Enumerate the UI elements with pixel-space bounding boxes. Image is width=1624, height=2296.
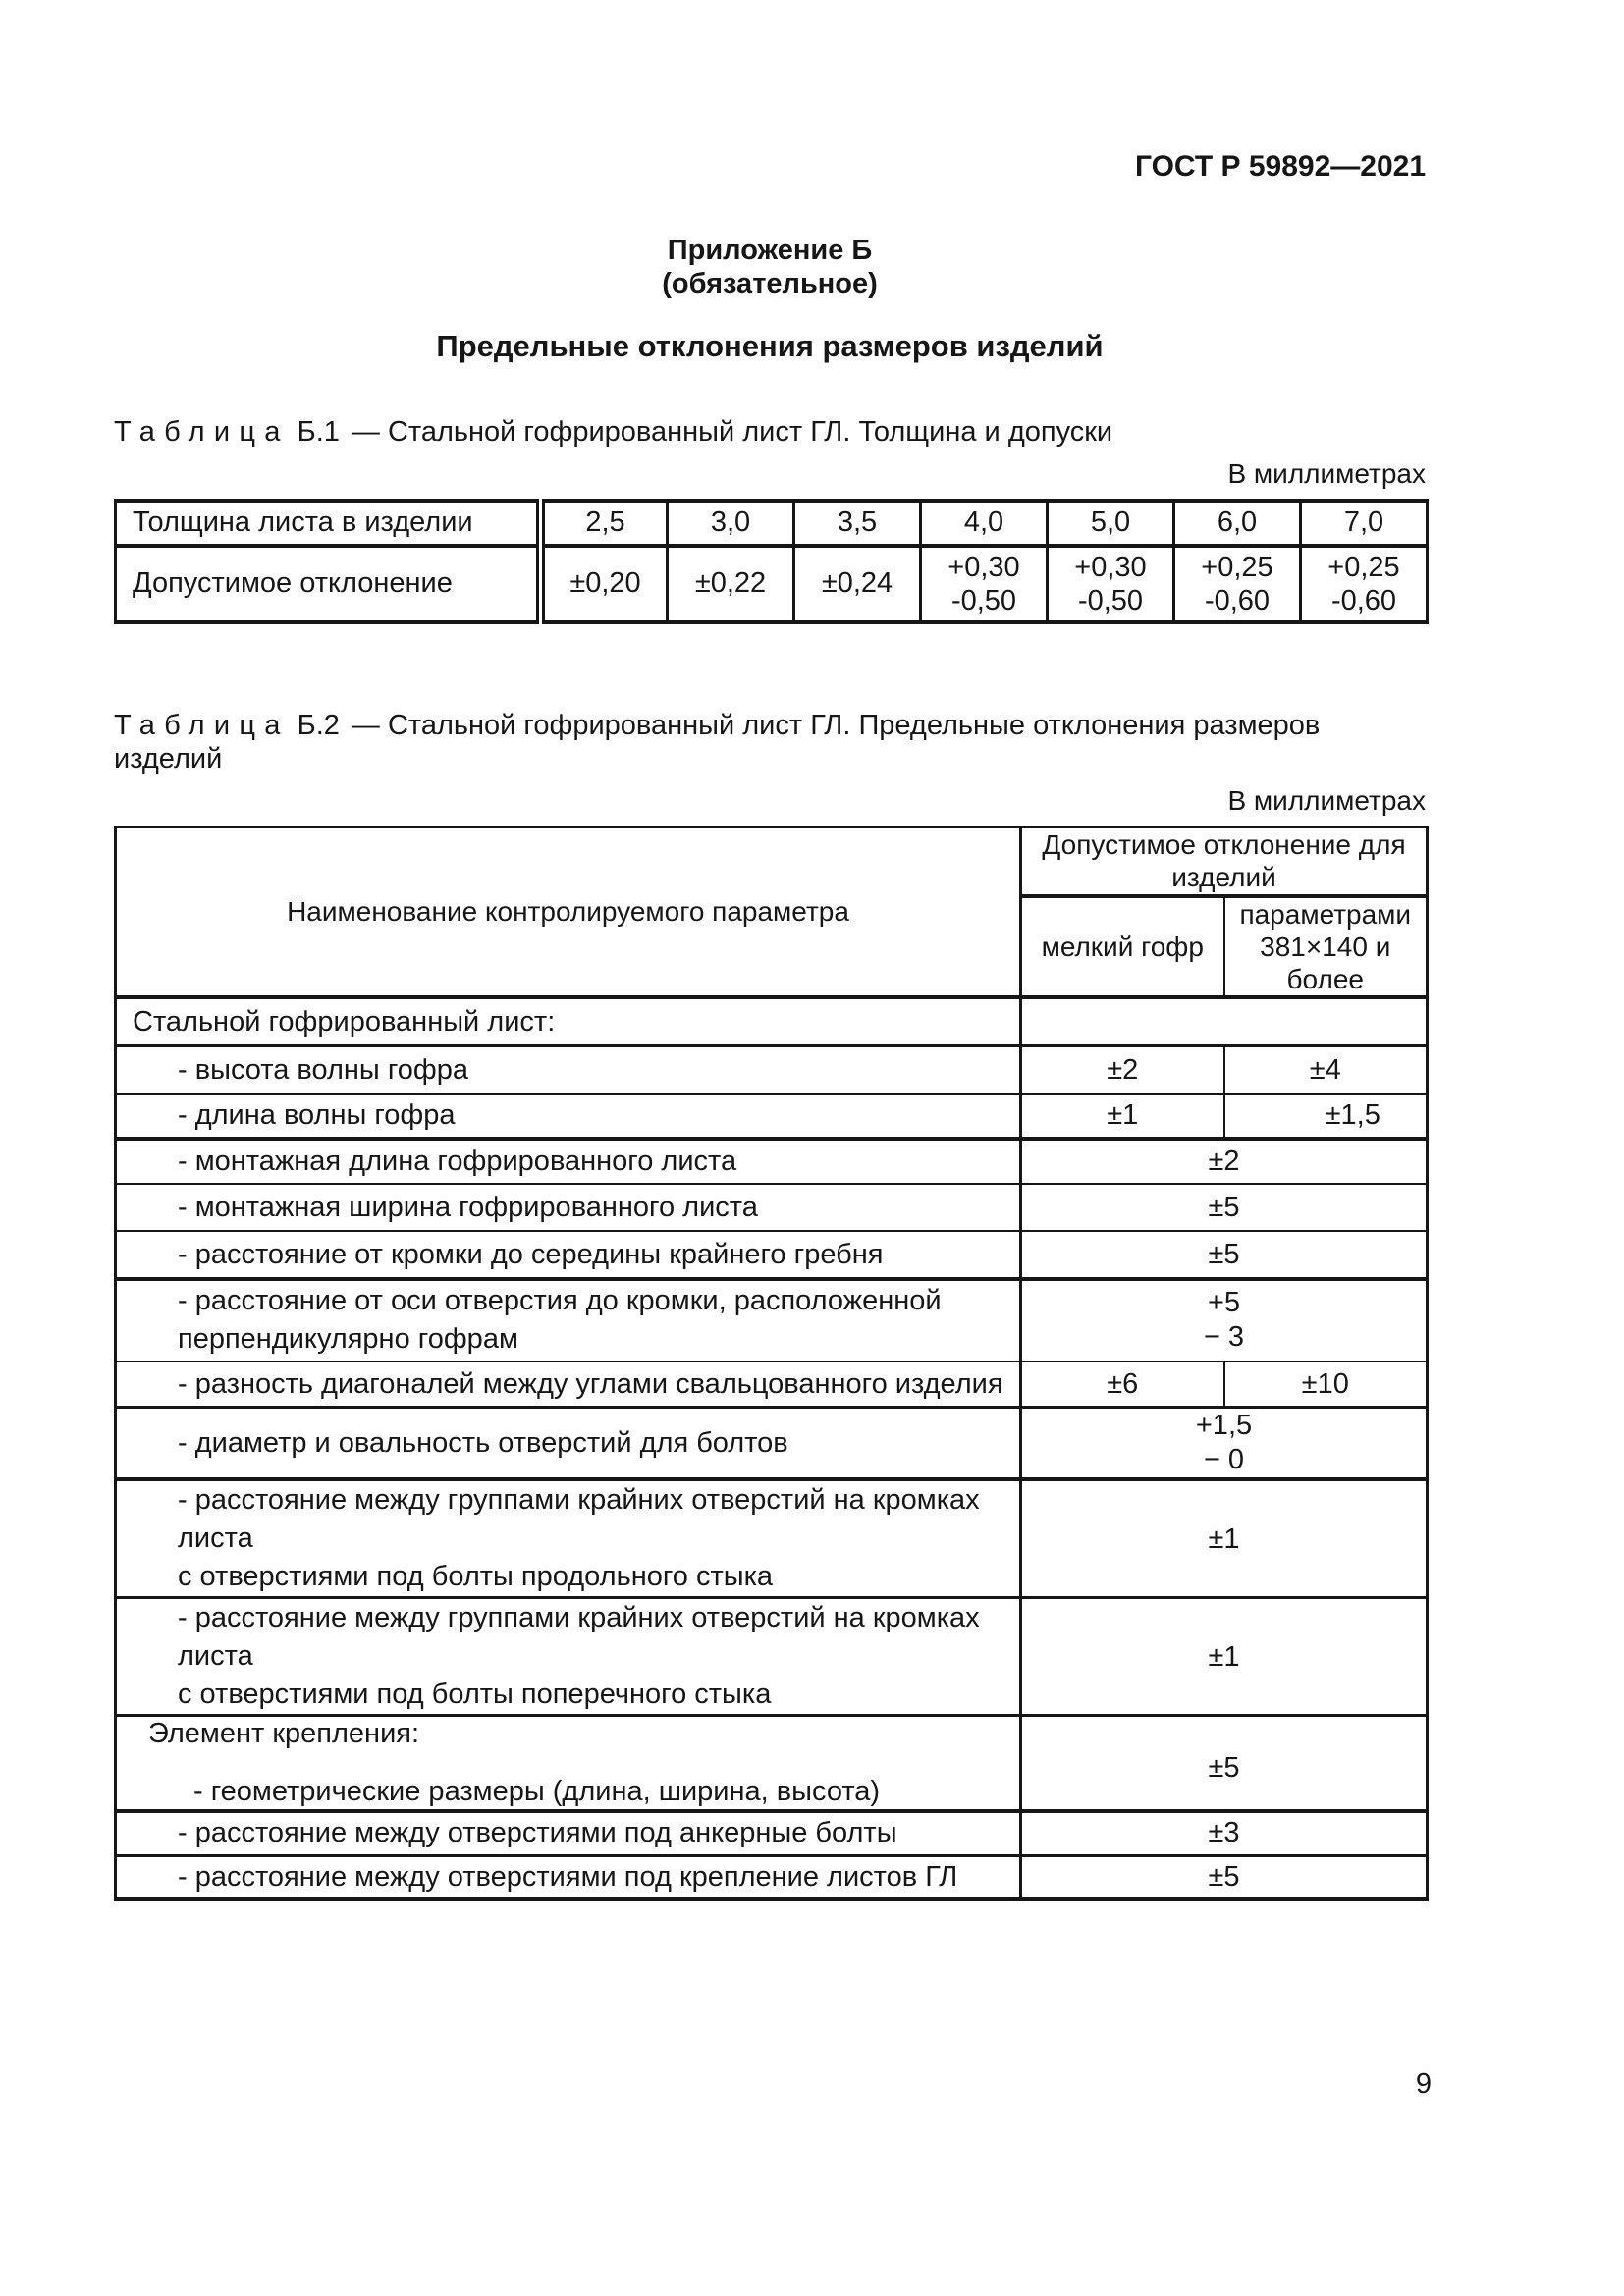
tolerance-value-cell: ±10: [1224, 1362, 1428, 1408]
param-name-cell: - расстояние между группами крайних отверстий на кромках листа с отверстиями под болты поперечного стыка: [116, 1598, 1021, 1716]
tolerance-value-cell: [1021, 997, 1428, 1046]
tolerance-value-cell: ±5: [1021, 1855, 1428, 1899]
thickness-cell: 7,0: [1301, 501, 1428, 546]
param-name-cell: - монтажная ширина гофрированного листа: [116, 1184, 1021, 1231]
thickness-cell: 4,0: [921, 501, 1048, 546]
table-row: [116, 1598, 1428, 1716]
table-row: [116, 1094, 1428, 1139]
thickness-cell: 3,0: [668, 501, 794, 546]
thickness-cell: 6,0: [1174, 501, 1301, 546]
tolerance-cell: ±0,20: [541, 546, 668, 622]
thickness-cell: 2,5: [541, 501, 668, 546]
param-sub-label: - геометрические размеры (длина, ширина, высота): [193, 1776, 881, 1808]
tolerance-value-cell: ±1,5: [1224, 1094, 1428, 1139]
table-row: [116, 1479, 1428, 1598]
table-caption-number: Б.1: [297, 416, 340, 449]
table-row: [116, 1231, 1428, 1279]
tolerance-cell: +0,30 -0,50: [1048, 546, 1174, 622]
tolerance-value-cell: ±2: [1021, 1139, 1428, 1184]
table-caption-word: Таблица: [114, 709, 290, 741]
table-caption-text: — Стальной гофрированный лист ГЛ. Предельные отклонения размеров изделий: [114, 709, 1321, 775]
tolerance-value-cell: +5 − 3: [1021, 1279, 1428, 1362]
tolerance-value-cell: ±5: [1021, 1716, 1428, 1811]
param-name-cell: [116, 1716, 1021, 1811]
table-row: [116, 1811, 1428, 1855]
param-name-cell: - расстояние от кромки до середины крайнего гребня: [116, 1231, 1021, 1279]
tolerance-value-cell: +1,5 − 0: [1021, 1408, 1428, 1480]
tolerance-cell: ±0,24: [794, 546, 921, 622]
thickness-cell: 3,5: [794, 501, 921, 546]
tolerance-group-header: Допустимое отклонение для изделий: [1021, 827, 1428, 896]
param-name-cell: - монтажная длина гофрированного листа: [116, 1139, 1021, 1184]
param-name-cell: Стальной гофрированный лист:: [116, 997, 1021, 1046]
tolerance-value-cell: ±2: [1021, 1046, 1224, 1094]
tolerance-value-cell: ±1: [1021, 1598, 1428, 1716]
page-number: 9: [1415, 2068, 1432, 2100]
small-corrugation-header: мелкий гофр: [1021, 896, 1224, 997]
tolerance-value-cell: ±4: [1224, 1046, 1428, 1094]
param-name-cell: - расстояние между отверстиями под анкерные болты: [116, 1811, 1021, 1855]
tolerance-value-cell: ±1: [1021, 1094, 1224, 1139]
table-row: [116, 1855, 1428, 1899]
table-row: [116, 1716, 1428, 1811]
appendix-kind: (обязательное): [662, 268, 878, 299]
tolerance-value-cell: ±5: [1021, 1231, 1428, 1279]
table-row: [116, 501, 1428, 546]
param-name-cell: - диаметр и овальность отверстий для болтов: [116, 1408, 1021, 1480]
param-column-header: Наименование контролируемого параметра: [116, 827, 1021, 997]
page-content: [114, 149, 1426, 1901]
appendix-label: Приложение Б: [667, 235, 873, 266]
table-caption-number: Б.2: [297, 709, 340, 741]
tolerance-cell: +0,25 -0,60: [1174, 546, 1301, 622]
table-b2-caption: [114, 709, 1426, 777]
tolerance-value-cell: ±6: [1021, 1362, 1224, 1408]
tolerance-cell: +0,30 -0,50: [921, 546, 1048, 622]
tolerance-value-cell: ±1: [1021, 1479, 1428, 1598]
table-row: [116, 1046, 1428, 1094]
param-name-cell: - расстояние между отверстиями под крепление листов ГЛ: [116, 1855, 1021, 1899]
tolerance-value-cell: ±3: [1021, 1811, 1428, 1855]
table-caption-word: Таблица: [114, 416, 290, 449]
table-b1-units-note: В миллиметрах: [1227, 457, 1426, 489]
table-row: [116, 1184, 1428, 1231]
table-row: [116, 1362, 1428, 1408]
tolerance-value-cell: ±5: [1021, 1184, 1428, 1231]
table-row: [116, 1139, 1428, 1184]
table-b2-units-note: В миллиметрах: [1227, 785, 1426, 817]
tolerance-cell: +0,25 -0,60: [1301, 546, 1428, 622]
tolerance-cell: ±0,22: [668, 546, 794, 622]
row-label-cell: Толщина листа в изделии: [116, 501, 541, 546]
table-row: [116, 546, 1428, 622]
table-b2: [114, 826, 1429, 1901]
table-header-row: [116, 827, 1428, 896]
table-row: [116, 1408, 1428, 1480]
table-row: [116, 997, 1428, 1046]
table-caption-text: — Стальной гофрированный лист ГЛ. Толщина и допуски: [351, 416, 1113, 449]
param-name-cell: - расстояние между группами крайних отверстий на кромках листа с отверстиями под болты продольного стыка: [116, 1479, 1021, 1598]
table-b1-caption: [114, 415, 1426, 450]
large-corrugation-header: параметрами 381×140 и более: [1224, 896, 1428, 997]
page-title: Предельные отклонения размеров изделий: [436, 329, 1104, 363]
param-name-cell: - длина волны гофра: [116, 1094, 1021, 1139]
row-label-cell: Допустимое отклонение: [116, 546, 541, 622]
param-name-cell: - высота волны гофра: [116, 1046, 1021, 1094]
table-b1: [114, 499, 1429, 624]
thickness-cell: 5,0: [1048, 501, 1174, 546]
doc-number: ГОСТ Р 59892—2021: [1134, 150, 1426, 183]
table-row: [116, 1279, 1428, 1362]
param-group-label: Элемент крепления:: [148, 1718, 420, 1750]
param-name-cell: - разность диагоналей между углами свальцованного изделия: [116, 1362, 1021, 1408]
param-name-cell: - расстояние от оси отверстия до кромки, расположенной перпендикулярно гофрам: [116, 1279, 1021, 1362]
